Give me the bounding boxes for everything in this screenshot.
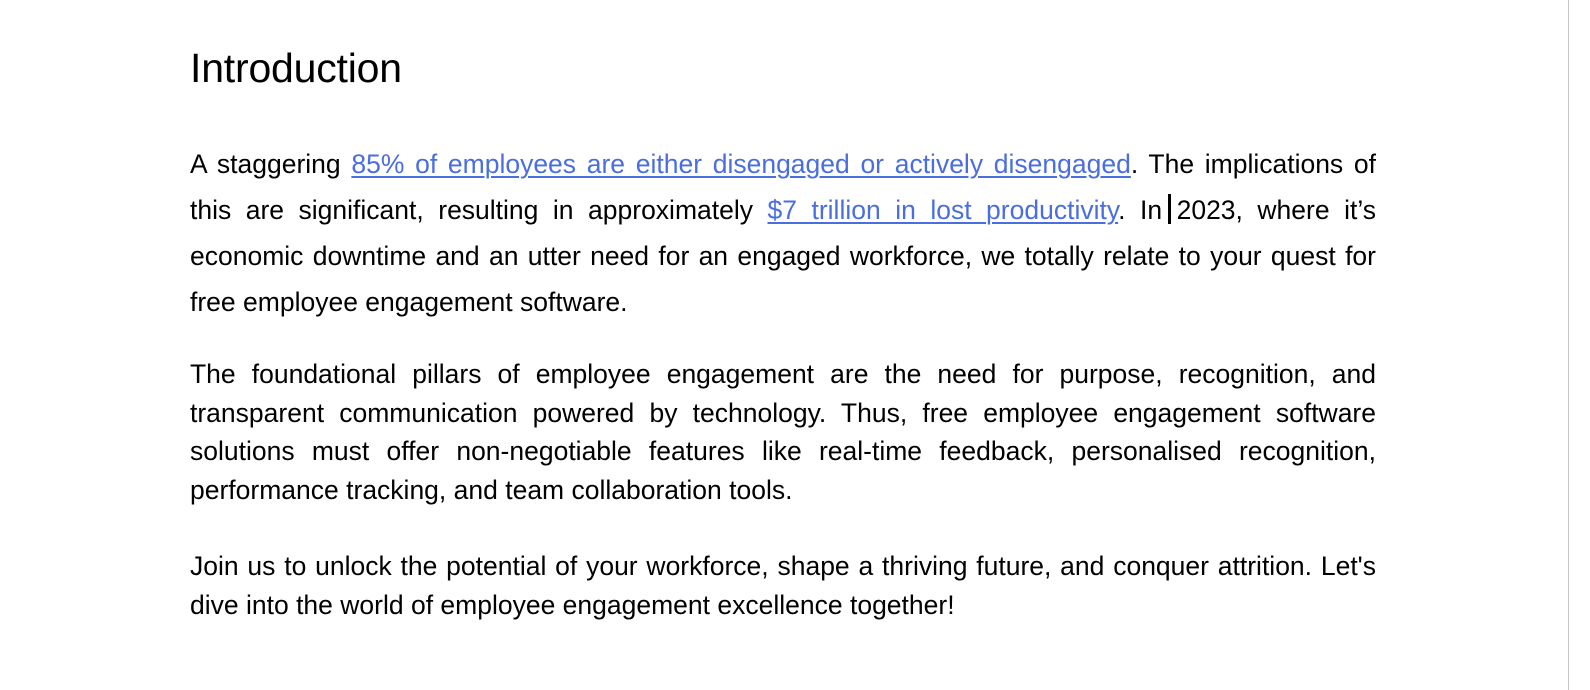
paragraph-pillars: The foundational pillars of employee engagement are the need for purpose, recognition, and transparent communication powered by technology. Thus, free employee engagement software solutions must offer non-negotiable features like real-time feedback, personalised recognition, performance tracking, and team collaboration tools.: [190, 359, 1376, 505]
p1-text-1: A staggering: [190, 149, 352, 179]
p1-text-4: 2023, where it’s economic downtime and an utter need for an engaged workforce, we totally relate to your quest for free employee engagement software.: [190, 195, 1376, 317]
p1-text-3: . In: [1118, 195, 1163, 225]
link-lost-productivity[interactable]: $7 trillion in lost productivity: [767, 195, 1119, 225]
heading-introduction: Introduction: [190, 45, 402, 91]
paragraph-join: Join us to unlock the potential of your workforce, shape a thriving future, and conquer attrition. Let's dive into the world of employee engagement excellence together!: [190, 551, 1376, 620]
document-body[interactable]: [190, 40, 1376, 624]
link-disengaged-employees[interactable]: 85% of employees are either disengaged or actively disengaged: [351, 149, 1131, 179]
page-edge-divider: [1568, 0, 1590, 690]
paragraph-intro: [190, 141, 1376, 325]
p1-text-2: . The implications of this are significant, resulting in approximately: [190, 149, 1376, 225]
